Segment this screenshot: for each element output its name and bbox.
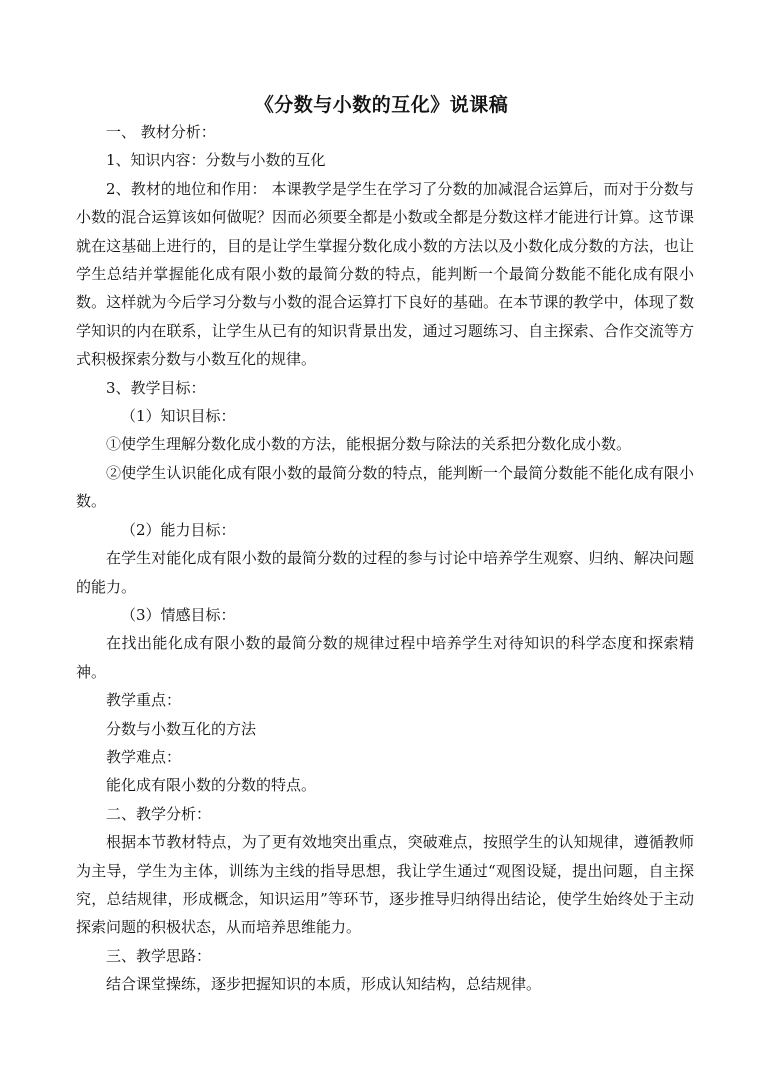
document-title: 《分数与小数的互化》说课稿 [254,94,509,116]
paragraph-key-point: 分数与小数互化的方法 [106,719,257,738]
subheading-knowledge-goal: （1）知识目标： [121,407,236,426]
section-heading-1: 一、 教材分析： [106,123,216,141]
document-body [76,118,694,999]
subheading-emotion-goal: （3）情感目标： [121,605,236,624]
paragraph-teaching-analysis: 根据本节教材特点，为了更有效地突出重点，突破难点，按照学生的认知规律，遵循教师为主导，学生为主体，训练为主线的指导思想，我让学生通过“观图设疑，提出问题，自主探究，总结规律，形成概念，知识运用”等环节，逐步推导归纳得出结论，使学生始终处于主动探索问题的积极状态，从而培养思维能力。 [76,833,694,937]
paragraph-textbook-role: 2、教材的地位和作用： 本课教学是学生在学习了分数的加减混合运算后，而对于分数与小数的混合运算该如何做呢？因而必须要全都是小数或全都是分数这样才能进行计算。这节课就在这基础上进行的，目的是让学生掌握分数化成小数的方法以及小数化成分数的方法，也让学生总结并掌握能化成有限小数的最简分数的特点，能判断一个最简分数能不能化成有限小数。这样就为今后学习分数与小数的混合运算打下良好的基础。在本节课的教学中，体现了数学知识的内在联系，让学生从已有的知识背景出发，通过习题练习、自主探索、合作交流等方式积极探索分数与小数互化的规律。 [76,179,694,369]
section-heading-2: 二、教学分析： [106,804,212,823]
paragraph-knowledge-content: 1、知识内容：分数与小数的互化 [106,151,326,170]
paragraph-emotion-goal: 在找出能化成有限小数的最简分数的规律过程中培养学生对待知识的科学态度和探索精神。 [76,634,694,681]
paragraph-difficult-point: 能化成有限小数的分数的特点。 [106,776,317,795]
paragraph-goal-item-2: ②使学生认识能化成有限小数的最简分数的特点，能判断一个最简分数能不能化成有限小数。 [76,463,694,511]
paragraph-teaching-goals: 3、教学目标： [106,378,206,397]
section-heading-3: 三、教学思路： [106,946,212,965]
paragraph-goal-item-1: ①使学生理解分数化成小数的方法，能根据分数与除法的关系把分数化成小数。 [106,435,632,454]
paragraph-ability-goal: 在学生对能化成有限小数的最简分数的过程的参与讨论中培养学生观察、归纳、解决问题的能力。 [76,549,694,596]
label-key-point: 教学重点： [106,691,182,710]
paragraph-teaching-approach: 结合课堂操练，逐步把握知识的本质，形成认知结构，总结规律。 [106,975,542,994]
label-difficult-point: 教学难点： [106,747,182,766]
subheading-ability-goal: （2）能力目标： [121,520,236,539]
